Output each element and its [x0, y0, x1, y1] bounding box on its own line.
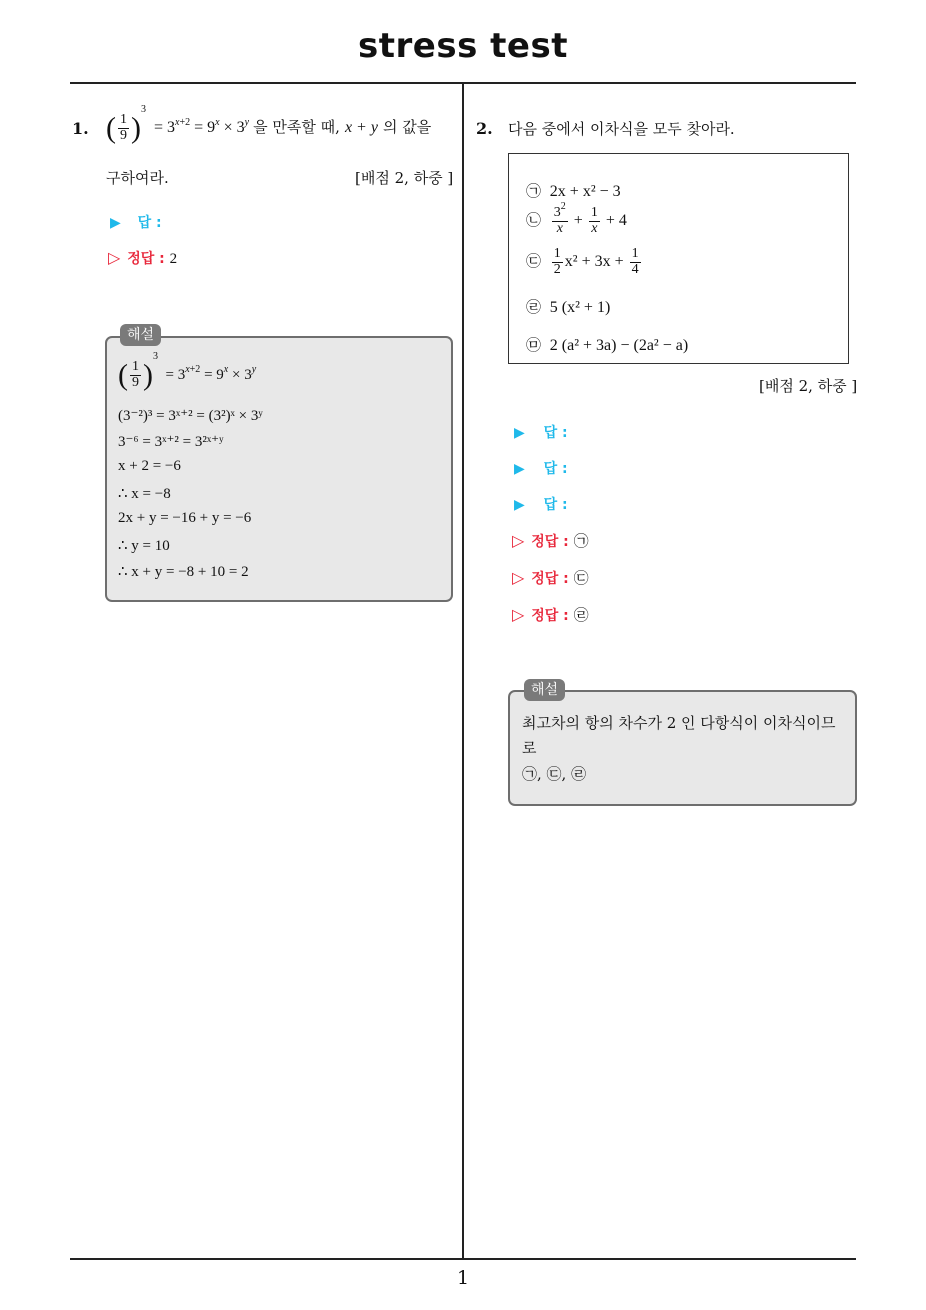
footer-rule	[70, 1258, 856, 1260]
question-1-statement: ( $\frac{1}{9}$ )$^3 = 3^{x+2} = 9^x \times 3^y$ 을 만족할 때, x + y 의 값을	[106, 104, 432, 145]
solution-line: (3⁻²)³ = 3ˣ⁺² = (3²)ˣ × 3ʸ	[118, 408, 263, 424]
question-2-correct-row: ▷ 정답 : ㉠	[512, 531, 589, 550]
question-2-solution-box	[508, 690, 857, 806]
solution-tag: 해설	[524, 679, 565, 701]
question-2-answer-row: ▶ 답 :	[514, 425, 568, 441]
correct-value: ㉢	[573, 569, 589, 587]
question-1-answer-row: ▶ 답 :	[110, 215, 162, 231]
choice-b: ㉡ $\frac{3^2}{x}$ + $\frac{1}{x}$ + 4	[526, 201, 627, 236]
choice-c: ㉢ $\frac{1}{2}$ x² + 3x + $\frac{1}{4}$	[526, 246, 639, 277]
question-2-answer-row: ▶ 답 :	[514, 497, 568, 513]
choice-e: ㉤ 2 (a² + 3a) − (2a² − a)	[526, 336, 689, 354]
solution-line: ( $\frac{1}{9}$ )$^3 = 3^{x+2} = 9^x \times 3^y$	[118, 351, 257, 392]
question-2-answer-row: ▶ 답 :	[514, 461, 568, 477]
solution-line: ∴ y = 10	[118, 538, 170, 554]
page-title: stress test	[358, 26, 568, 66]
solution-line: x + 2 = −6	[118, 458, 181, 474]
outline-triangle-icon: ▷	[512, 605, 525, 624]
question-number-1: 1.	[72, 119, 89, 138]
question-number-2: 2.	[476, 119, 493, 138]
filled-triangle-icon: ▶	[514, 461, 525, 477]
solution-line: 최고차의 항의 차수가 2 인 다항식이 이차식이므	[522, 714, 836, 732]
correct-value: ㉠	[573, 532, 589, 550]
filled-triangle-icon: ▶	[110, 215, 121, 231]
filled-triangle-icon: ▶	[514, 425, 525, 441]
solution-line: 3⁻⁶ = 3ˣ⁺² = 3²ˣ⁺ʸ	[118, 434, 224, 450]
outline-triangle-icon: ▷	[512, 568, 525, 587]
question-2-meta: [배점 2, 하중 ]	[759, 377, 858, 395]
outline-triangle-icon: ▷	[512, 531, 525, 550]
question-2-statement: 다음 중에서 이차식을 모두 찾아라.	[508, 120, 735, 138]
column-divider	[462, 83, 464, 1259]
correct-value: ㉣	[573, 606, 589, 624]
question-1-correct-row: ▷ 정답 : 2	[108, 248, 178, 267]
question-2-correct-row: ▷ 정답 : ㉣	[512, 605, 589, 624]
outline-triangle-icon: ▷	[108, 248, 121, 267]
choice-a: ㉠ 2x + x² − 3	[526, 182, 621, 200]
question-1-statement-line2: 구하여라.	[106, 169, 169, 187]
question-2-correct-row: ▷ 정답 : ㉢	[512, 568, 589, 587]
solution-line: ∴ x + y = −8 + 10 = 2	[118, 564, 249, 580]
page-number: 1	[456, 1267, 470, 1289]
correct-value: 2	[169, 251, 178, 267]
fraction: $\frac{1}{9}$	[120, 112, 127, 143]
solution-tag: 해설	[120, 324, 161, 346]
solution-line: ∴ x = −8	[118, 486, 171, 502]
filled-triangle-icon: ▶	[514, 497, 525, 513]
solution-line: ㉠, ㉢, ㉣	[522, 765, 587, 783]
choice-d: ㉣ 5 (x² + 1)	[526, 298, 611, 316]
solution-line: 로	[522, 739, 537, 757]
solution-line: 2x + y = −16 + y = −6	[118, 510, 252, 526]
question-1-meta: [배점 2, 하중 ]	[355, 169, 454, 187]
